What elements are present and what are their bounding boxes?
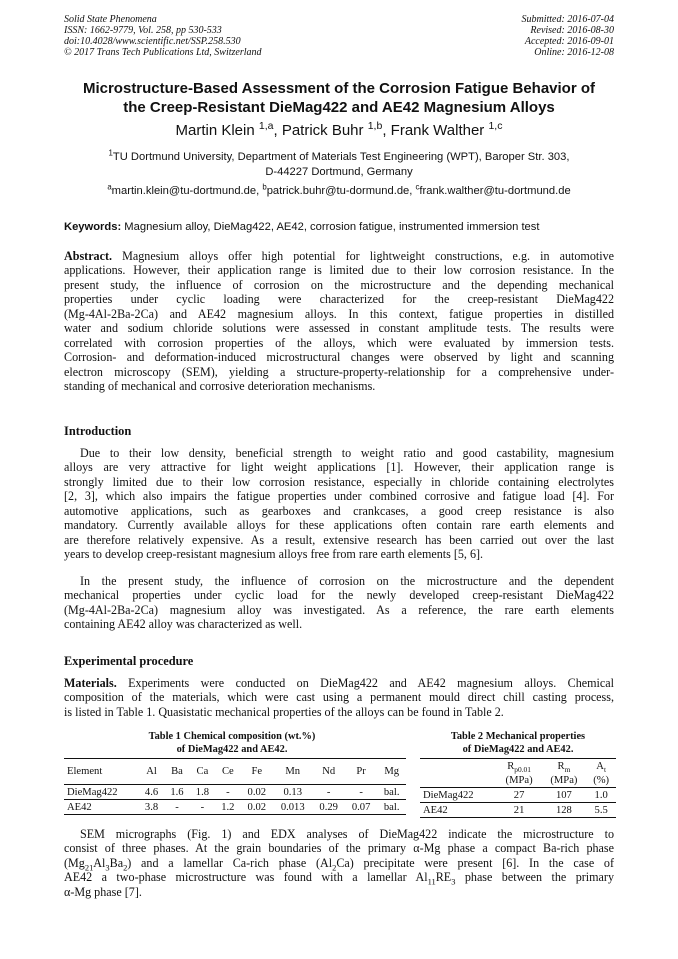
author-affil-mark: 1,a [258, 120, 274, 132]
text-run: Al [93, 855, 106, 870]
author-affil-mark: 1,b [367, 120, 383, 132]
unit-cell: (%) [593, 774, 610, 786]
text-run: (Mg [64, 855, 85, 870]
text-run: Ca) precipitate were present [6]. In the case of [336, 855, 614, 870]
table-cell: 27 [513, 789, 525, 801]
table-cell: 4.6 [144, 786, 159, 798]
subscript: 2 [123, 862, 128, 873]
header-symbol: R [557, 760, 565, 772]
keywords [64, 220, 624, 234]
caption-line: Table 2 Mechanical properties [450, 731, 586, 742]
table-cell: AE42 [67, 801, 92, 813]
caption-line: of DieMag422 and AE42. [462, 743, 574, 755]
table-header-cell [497, 759, 542, 774]
table-cell: bal. [383, 786, 400, 798]
table-cell: 1.0 [594, 789, 608, 801]
title-line: Microstructure-Based Assessment of the Corrosion Fatigue Behavior of [82, 80, 596, 97]
abstract-line: Corrosion- and deformation-induced microstructural changes were observed by light and scanning [64, 350, 614, 365]
body-line: are therefore relatively expensive. As a result, extensive research has been carried out over the last [64, 532, 614, 547]
table-cell: 5.5 [594, 804, 608, 816]
doi-line: doi:10.4028/www.scientific.net/SSP.258.530 [64, 36, 241, 47]
table-cell: 107 [555, 789, 572, 801]
table-header-row [420, 759, 616, 774]
copyright-line: © 2017 Trans Tech Publications Ltd, Switzerland [64, 47, 262, 58]
table-cell: 1.2 [221, 801, 235, 813]
caption-line: of DieMag422 and AE42. [176, 743, 288, 755]
affil-line: D-44227 Dortmund, Germany [265, 166, 413, 178]
body-line: is listed in Table 1. Quasistatic mechanical properties of the alloys can be found in Table 2. [64, 704, 504, 719]
body-line [64, 855, 614, 873]
online-date: Online: 2016-12-08 [534, 47, 614, 58]
table-header-cell [586, 759, 616, 774]
abstract-line [64, 249, 614, 263]
table-cell: 21 [513, 804, 525, 816]
subscript: 21 [84, 862, 94, 873]
table1-chemical-composition [64, 758, 406, 815]
subscript: 11 [427, 876, 436, 887]
introduction-paragraph-1 [64, 446, 614, 562]
abstract-line: present study, the influence of corrosion on the microstructure and the depending mechanical [64, 277, 614, 292]
email-list [40, 184, 638, 198]
affil-line: TU Dortmund University, Department of Materials Test Engineering (WPT), Baroper Str. 303, [112, 151, 570, 163]
abstract-line: applications. However, their application range is limited due to their low corrosion resistance. In the [64, 263, 614, 278]
table-header-cell [420, 773, 497, 788]
body-line: (Mg-4Al-2Ba-2Ca) magnesium alloy was investigated. As a reference, the rare earth elements [64, 602, 614, 617]
body-line: [2, 3], which also impairs the fatigue properties under combined corrosive and fatigue load [4]. For [64, 489, 614, 504]
author-list [40, 122, 638, 140]
author-affil-mark: 1,c [488, 120, 503, 132]
caption-line: Table 1 Chemical composition (wt.%) [148, 731, 316, 742]
body-line: containing AE42 alloy was characterized as well. [64, 617, 303, 632]
sem-paragraph [64, 827, 614, 899]
email-mark: b [262, 182, 267, 192]
subscript: 3 [451, 876, 456, 887]
body-line: mandatory. Currently available alloys for these applications often contain rare earth elements and [64, 518, 614, 533]
dates-info [522, 14, 615, 58]
table2-mechanical-properties [420, 758, 616, 818]
accepted-date: Accepted: 2016-09-01 [524, 36, 614, 47]
abstract-line: properties under cyclic loading were characterized for the creep-resistant DieMag422 [64, 292, 614, 307]
unit-cell: (MPa) [550, 774, 578, 786]
revised-date: Revised: 2016-08-30 [530, 25, 614, 36]
table-header-cell [542, 759, 587, 774]
subscript: 3 [105, 862, 110, 873]
body-line: mechanical properties under cyclic load for the newly developed creep-resistant DieMag422 [64, 588, 614, 603]
table-cell: 128 [555, 804, 572, 816]
email-link[interactable]: frank.walther@tu-dortmund.de [419, 185, 571, 197]
body-line [64, 870, 615, 887]
abstract-line: water and sodium chloride solutions were assessed in constant amplitude tests. The results were [64, 321, 614, 336]
section-heading-introduction: Introduction [64, 424, 132, 438]
separator: , [273, 122, 282, 139]
abstract-line: standing of mechanical and corrosive deterioration mechanisms. [64, 379, 376, 394]
table-cell: 0.02 [247, 786, 267, 798]
journal-name: Solid State Phenomena [64, 14, 157, 25]
table-cell: 0.013 [280, 801, 305, 813]
table-cell: bal. [383, 801, 400, 813]
table-cell: DieMag422 [67, 786, 118, 798]
abstract-line: electron microscopy (SEM), yielding a structure-property-relationship for a comprehensive under- [64, 364, 614, 379]
separator: , [382, 122, 391, 139]
table-header-cell: Mg [384, 766, 400, 777]
table-header-cell: Fe [251, 766, 263, 777]
table-header-cell: Pr [356, 766, 366, 777]
email-link[interactable]: martin.klein@tu-dortmund.de, [111, 185, 263, 197]
unit-cell: (MPa) [505, 774, 533, 786]
body-line: alloys are very attractive for light weight applications [1]. However, their application range is [64, 460, 614, 475]
affil-mark: 1 [108, 148, 113, 158]
email-mark: a [107, 182, 112, 192]
table-row [64, 785, 406, 800]
body-line: automotive applications, such as gearboxes and crankcases, a good creep resistance is also [64, 503, 614, 518]
table-cell: - [200, 801, 205, 813]
table-header-cell: Mn [285, 766, 301, 777]
author-name: Frank Walther [390, 122, 485, 139]
body-line: Due to their low density, beneficial strength to weight ratio and good castability, magnesium [80, 446, 614, 460]
submitted-date: Submitted: 2016-07-04 [521, 14, 614, 25]
table-row [420, 803, 616, 818]
header-subscript: m [564, 764, 571, 774]
table-header-cell: Ce [221, 766, 234, 777]
table-row [64, 800, 406, 815]
text-run: phase between the primary [455, 870, 615, 885]
table-cell: 0.07 [351, 801, 371, 813]
body-line: years to develop creep-resistant magnesium alloys free from rare earth elements [5, 6]. [64, 547, 484, 562]
abstract [64, 249, 614, 394]
journal-info [64, 14, 262, 58]
materials-text: Experiments were conducted on DieMag422 and AE42 magnesium alloys. Chemical [116, 676, 614, 690]
table-header-cell [420, 759, 497, 774]
header-symbol: A [596, 760, 604, 772]
body-line: α-Mg phase [7]. [64, 884, 142, 899]
table-cell: - [175, 801, 179, 813]
table-cell: 0.02 [247, 801, 267, 813]
header-symbol: R [507, 760, 515, 772]
table-header-cell: Nd [322, 766, 336, 777]
materials-paragraph [64, 676, 614, 719]
body-line: SEM micrographs (Fig. 1) and EDX analyses of DieMag422 indicate the microstructure to [80, 827, 614, 841]
table1-caption [64, 731, 400, 756]
table-header-cell: Ba [171, 766, 183, 777]
author-name: Patrick Buhr [281, 122, 364, 139]
introduction-paragraph-2 [64, 574, 614, 632]
keywords-label: Keywords: [64, 221, 122, 233]
paper-title [40, 79, 638, 117]
table-cell: DieMag422 [423, 789, 474, 801]
table-header-cell: Al [146, 766, 157, 777]
keywords-text: Magnesium alloy, DieMag422, AE42, corrosion fatigue, instrumented immersion test [121, 221, 540, 233]
title-line: the Creep-Resistant DieMag422 and AE42 Magnesium Alloys [123, 99, 555, 116]
affiliation [50, 150, 628, 180]
text-run: RE [435, 870, 452, 885]
text-run: AE42 a two-phase microstructure was found with a lamellar Al [64, 870, 428, 885]
table-header-cell: Element [67, 766, 103, 777]
section-heading-experimental: Experimental procedure [64, 654, 194, 668]
text-run: Ba [109, 855, 124, 870]
issn-line: ISSN: 1662-9779, Vol. 258, pp 530-533 [64, 25, 222, 36]
header-subscript: t [603, 764, 607, 774]
table-cell: 0.29 [319, 801, 338, 813]
abstract-text: Magnesium alloys offer high potential for lightweight constructions, e.g. in automotive [112, 249, 614, 263]
text-run: ) and a lamellar Ca-rich phase (Al [127, 855, 333, 870]
body-line: strongly limited due to their low corrosion resistance, especially in chloride containing electrolytes [64, 474, 614, 489]
body-line: composition of the materials, which were cast using a permanent mould direct chill casting process, [64, 690, 614, 705]
email-mark: c [415, 182, 420, 192]
abstract-line: correlated with corrosion properties of the alloys, which were evaluated by immersion tests. [64, 335, 614, 350]
table-header-row [64, 759, 406, 785]
table2-caption [420, 731, 616, 756]
table-cell: - [326, 786, 331, 798]
body-line [64, 676, 614, 690]
table-cell: 0.13 [283, 786, 303, 798]
materials-label: Materials. [64, 676, 117, 690]
body-line: In the present study, the influence of corrosion on the microstructure and the dependent [80, 574, 614, 588]
table-unit-row [420, 773, 616, 788]
header-subscript: p0.01 [514, 764, 531, 774]
table-cell: 3.8 [144, 801, 159, 813]
body-line: consist of three phases. At the grain boundaries of the primary α-Mg phase a compact Ba-rich phase [64, 841, 614, 856]
author-name: Martin Klein [175, 122, 255, 139]
email-link[interactable]: patrick.buhr@tu-dormund.de, [266, 185, 416, 197]
abstract-label: Abstract. [64, 249, 113, 263]
abstract-line: (Mg-4Al-2Ba-2Ca) and AE42 magnesium alloys. In this context, fatigue properties in distilled [64, 306, 614, 321]
table-cell: - [226, 786, 230, 798]
table-cell: AE42 [423, 804, 448, 816]
table-row [420, 788, 616, 803]
table-cell: 1.8 [195, 786, 210, 798]
table-header-cell: Ca [196, 766, 209, 777]
table-cell: - [359, 786, 363, 798]
table-cell: 1.6 [170, 786, 184, 798]
subscript: 2 [332, 862, 337, 873]
